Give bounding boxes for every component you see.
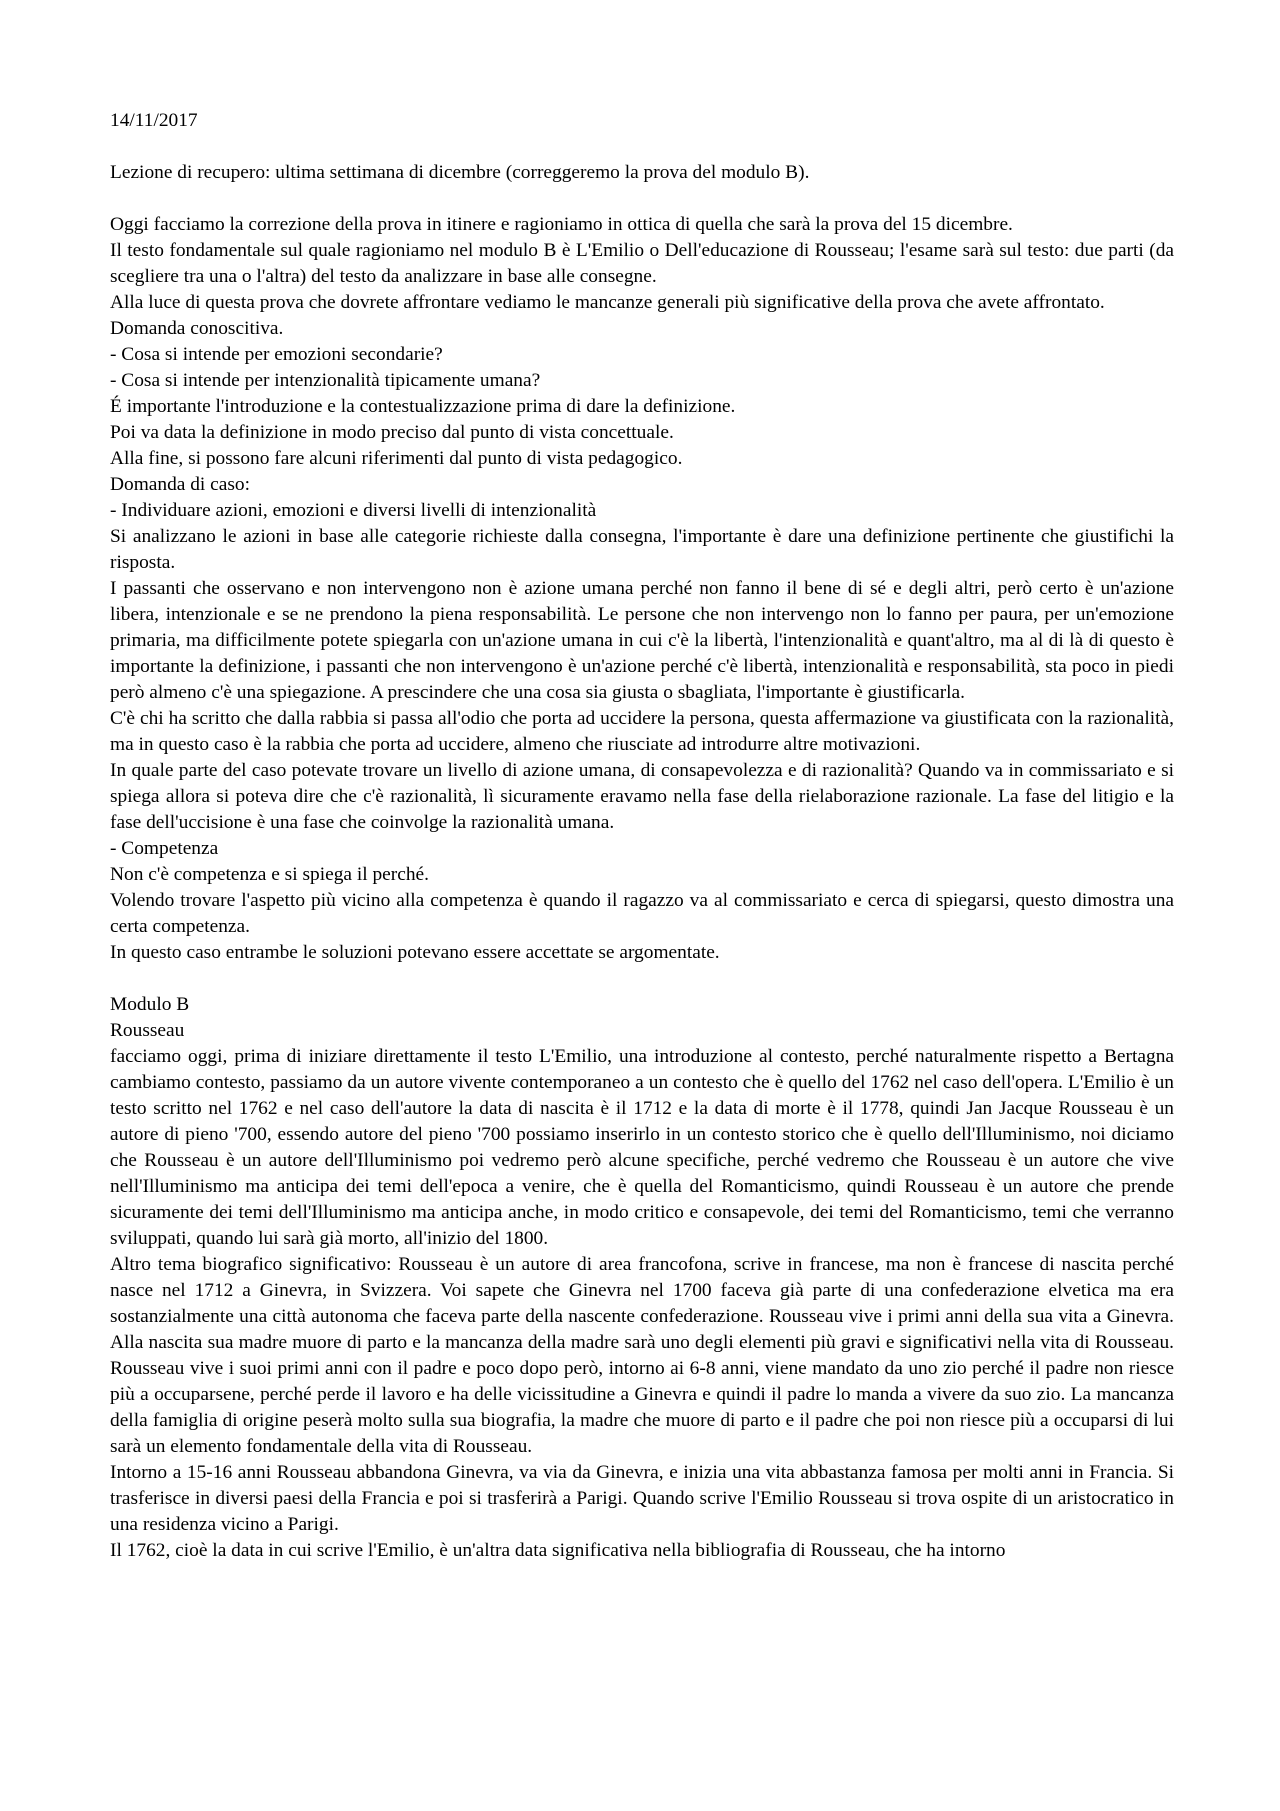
paragraph-intorno: Intorno a 15-16 anni Rousseau abbandona Ginevra, va via da Ginevra, e inizia una vita abbastanza famosa per molti anni in Francia. Si trasferisce in diversi paesi della Francia e poi si trasferirà a Parigi. Quando scrive l'Emilio Rousseau si trova ospite di un aristocratico in una residenza vicino a Parigi. [110, 1462, 1174, 1535]
list-item-individuare: - Individuare azioni, emozioni e diversi livelli di intenzionalità [110, 500, 597, 521]
spacer [110, 186, 1174, 212]
heading-domanda-conoscitiva: Domanda conoscitiva. [110, 318, 284, 339]
list-item-emozioni-secondarie: - Cosa si intende per emozioni secondarie? [110, 344, 443, 365]
paragraph-importante-intro: É importante l'introduzione e la contestualizzazione prima di dare la definizione. [110, 396, 736, 417]
paragraph-passanti: I passanti che osservano e non intervengono non è azione umana perché non fanno il bene di sé e degli altri, però certo è un'azione libera, intenzionale e se ne prendono la piena responsabilità. Le persone che non intervengo non lo fanno per paura, per un'emozione primaria, ma difficilmente potete spiegarla con un'azione umana in cui c'è la libertà, l'intenzionalità e quant'altro, ma al di là di questo è importante la definizione, i passanti che non intervengono è un'azione perché c'è libertà, intenzionalità e responsabilità, sta poco in piedi però almeno c'è una spiegazione. A prescindere che una cosa sia giusta o sbagliata, l'importante è giustificarla. [110, 578, 1174, 703]
document-page [110, 108, 1174, 1564]
spacer [110, 134, 1174, 160]
paragraph-alla-fine: Alla fine, si possono fare alcuni riferimenti dal punto di vista pedagogico. [110, 448, 683, 469]
paragraph-rabbia: C'è chi ha scritto che dalla rabbia si passa all'odio che porta ad uccidere la persona, questa affermazione va giustificata con la razionalità, ma in questo caso è la rabbia che porta ad uccidere, almeno che riusciate ad introdurre altre motivazioni. [110, 708, 1174, 755]
paragraph-definizione: Poi va data la definizione in modo preciso dal punto di vista concettuale. [110, 422, 674, 443]
paragraph-oggi: Oggi facciamo la correzione della prova in itinere e ragioniamo in ottica di quella che sarà la prova del 15 dicembre. [110, 214, 1013, 235]
paragraph-facciamo-oggi: facciamo oggi, prima di iniziare direttamente il testo L'Emilio, una introduzione al contesto, perché naturalmente rispetto a Bertagna cambiamo contesto, passiamo da un autore vivente contemporaneo a un contesto che è quello del 1762 nel caso dell'opera. L'Emilio è un testo scritto nel 1762 e nel caso dell'autore la data di nascita è il 1712 e la data di morte è il 1778, quindi Jan Jacque Rousseau è un autore di pieno '700, essendo autore del pieno '700 possiamo inserirlo in un contesto storico che è quello dell'Illuminismo, noi diciamo che Rousseau è un autore dell'Illuminismo poi vedremo però alcune specifiche, perché vedremo che Rousseau è un autore che vive nell'Illuminismo ma anticipa dei temi dell'epoca a venire, che è quella del Romanticismo, quindi Rousseau è un autore che prende sicuramente dei temi dell'Illuminismo ma anticipa anche, in modo critico e consapevole, dei temi del Romanticismo, temi che verranno sviluppati, quando lui sarà già morto, all'inizio del 1800. [110, 1046, 1174, 1249]
heading-modulo-b: Modulo B [110, 994, 190, 1015]
paragraph-altro-tema: Altro tema biografico significativo: Rousseau è un autore di area francofona, scrive in francese, ma non è francese di nascita perché nasce nel 1712 a Ginevra, in Svizzera. Voi sapete che Ginevra nel 1700 faceva già parte di una confederazione elvetica ma era sostanzialmente una città autonoma che faceva parte della nascente confederazione. Rousseau vive i primi anni della sua vita a Ginevra. Alla nascita sua madre muore di parto e la mancanza della madre sarà uno degli elementi più gravi e significativi nella vita di Rousseau. Rousseau vive i suoi primi anni con il padre e poco dopo però, intorno ai 6-8 anni, viene mandato da uno zio perché il padre non riesce più a occuparsene, perché perde il lavoro e ha delle vicissitudine a Ginevra e quindi il padre lo manda a vivere da suo zio. La mancanza della famiglia di origine peserà molto sulla sua biografia, la madre che muore di parto e il padre che poi non riesce più a occuparsi di lui sarà un elemento fondamentale della vita di Rousseau. [110, 1254, 1174, 1457]
paragraph-recupero: Lezione di recupero: ultima settimana di dicembre (correggeremo la prova del modulo B). [110, 162, 810, 183]
list-item-intenzionalita: - Cosa si intende per intenzionalità tipicamente umana? [110, 370, 541, 391]
paragraph-si-analizzano: Si analizzano le azioni in base alle categorie richieste dalla consegna, l'importante è dare una definizione pertinente che giustifichi la risposta. [110, 526, 1174, 573]
paragraph-in-questo-caso: In questo caso entrambe le soluzioni potevano essere accettate se argomentate. [110, 942, 720, 963]
paragraph-volendo: Volendo trovare l'aspetto più vicino alla competenza è quando il ragazzo va al commissariato e cerca di spiegarsi, questo dimostra una certa competenza. [110, 890, 1174, 937]
paragraph-quale-parte: In quale parte del caso potevate trovare un livello di azione umana, di consapevolezza e di razionalità? Quando va in commissariato e si spiega allora si poteva dire che c'è razionalità, lì sicuramente eravamo nella fase della rielaborazione razionale. La fase del litigio e la fase dell'uccisione è una fase che coinvolge la razionalità umana. [110, 760, 1174, 833]
paragraph-il-1762: Il 1762, cioè la data in cui scrive l'Emilio, è un'altra data significativa nella bibliografia di Rousseau, che ha intorno [110, 1540, 1006, 1561]
paragraph-testo-fondamentale: Il testo fondamentale sul quale ragioniamo nel modulo B è L'Emilio o Dell'educazione di Rousseau; l'esame sarà sul testo: due parti (da scegliere tra una o l'altra) del testo da analizzare in base alle consegne. [110, 240, 1174, 287]
heading-rousseau: Rousseau [110, 1020, 185, 1041]
paragraph-alla-luce: Alla luce di questa prova che dovrete affrontare vediamo le mancanze generali più significative della prova che avete affrontato. [110, 292, 1105, 313]
spacer [110, 966, 1174, 992]
document-date: 14/11/2017 [110, 110, 198, 131]
list-item-competenza: - Competenza [110, 838, 219, 859]
heading-domanda-caso: Domanda di caso: [110, 474, 251, 495]
paragraph-non-competenza: Non c'è competenza e si spiega il perché. [110, 864, 429, 885]
